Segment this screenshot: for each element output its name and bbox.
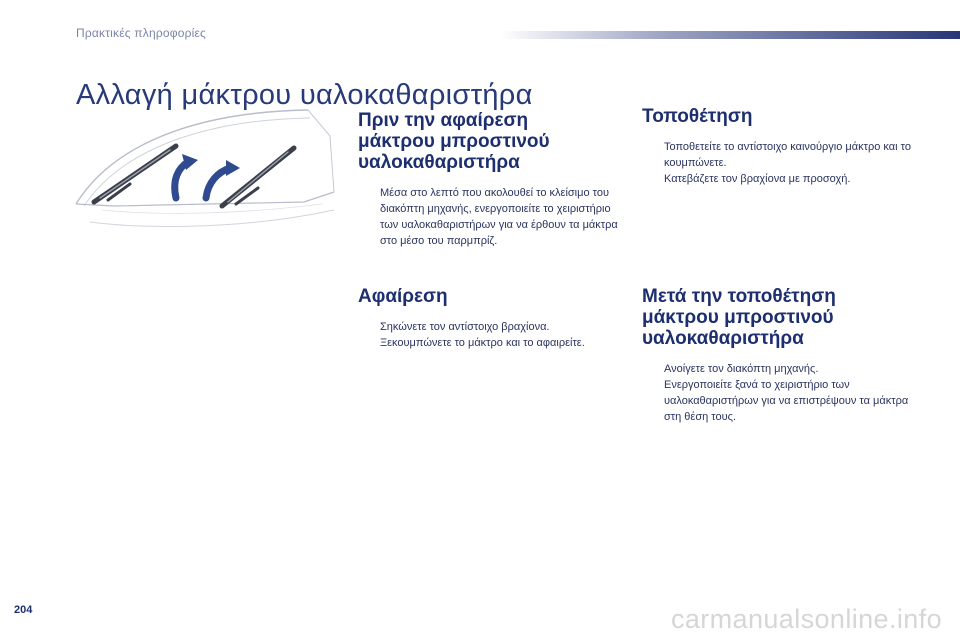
instruction-item	[642, 139, 912, 171]
section-heading-removal: Αφαίρεση	[358, 286, 448, 307]
section-after-installation	[642, 286, 912, 425]
page-title: Αλλαγή μάκτρου υαλοκαθαριστήρα	[76, 79, 533, 112]
section-heading-installation: Τοποθέτηση	[642, 106, 753, 127]
section-installation	[642, 106, 912, 187]
wiper-blades-raised-icon	[72, 106, 342, 236]
heading-line: μάκτρου μπροστινού	[642, 307, 834, 328]
instruction-list	[358, 319, 628, 351]
instruction-item	[358, 319, 628, 335]
instruction-item	[358, 335, 628, 351]
instruction-list	[642, 139, 912, 187]
instruction-item	[642, 171, 912, 187]
instruction-text: Ξεκουμπώνετε το μάκτρο και το αφαιρείτε.	[380, 337, 585, 349]
instruction-item	[358, 185, 623, 249]
heading-line: μάκτρου μπροστινού	[358, 131, 550, 152]
instruction-text: Σηκώνετε τον αντίστοιχο βραχίονα.	[380, 321, 550, 333]
instruction-text: Ενεργοποιείτε ξανά το χειριστήριο των υαλοκαθαριστήρων για να επιστρέψουν τα μάκτρα στη θέση τους.	[664, 379, 909, 423]
instruction-item	[642, 361, 912, 377]
heading-line: υαλοκαθαριστήρα	[358, 152, 520, 173]
instruction-text: Ανοίγετε τον διακόπτη μηχανής.	[664, 363, 819, 375]
header-accent-rule	[500, 31, 960, 39]
section-header-label: Πρακτικές πληροφορίες	[76, 26, 207, 40]
instruction-text: Μέσα στο λεπτό που ακολουθεί το κλείσιμο του διακόπτη μηχανής, ενεργοποιείτε το χειριστήριο των υαλοκαθαριστήρων για να έρθουν τα μάκτρα στο μέσο του παρμπρίζ.	[380, 187, 618, 247]
heading-line: υαλοκαθαριστήρα	[642, 328, 804, 349]
instruction-list	[358, 185, 623, 249]
heading-line: Μετά την τοποθέτηση	[642, 286, 836, 307]
page-number: 204	[14, 604, 33, 616]
section-heading-after-installation	[642, 286, 912, 349]
section-before-removal	[358, 110, 623, 249]
section-heading-before-removal	[358, 110, 623, 173]
watermark-text: carmanualsonline.info	[670, 604, 942, 634]
instruction-text: Τοποθετείτε το αντίστοιχο καινούργιο μάκτρο και το κουμπώνετε.	[664, 141, 911, 169]
instruction-list	[642, 361, 912, 425]
heading-line: Πριν την αφαίρεση	[358, 110, 529, 131]
section-removal	[358, 286, 628, 351]
instruction-text: Κατεβάζετε τον βραχίονα με προσοχή.	[664, 173, 851, 185]
instruction-item	[642, 377, 912, 425]
